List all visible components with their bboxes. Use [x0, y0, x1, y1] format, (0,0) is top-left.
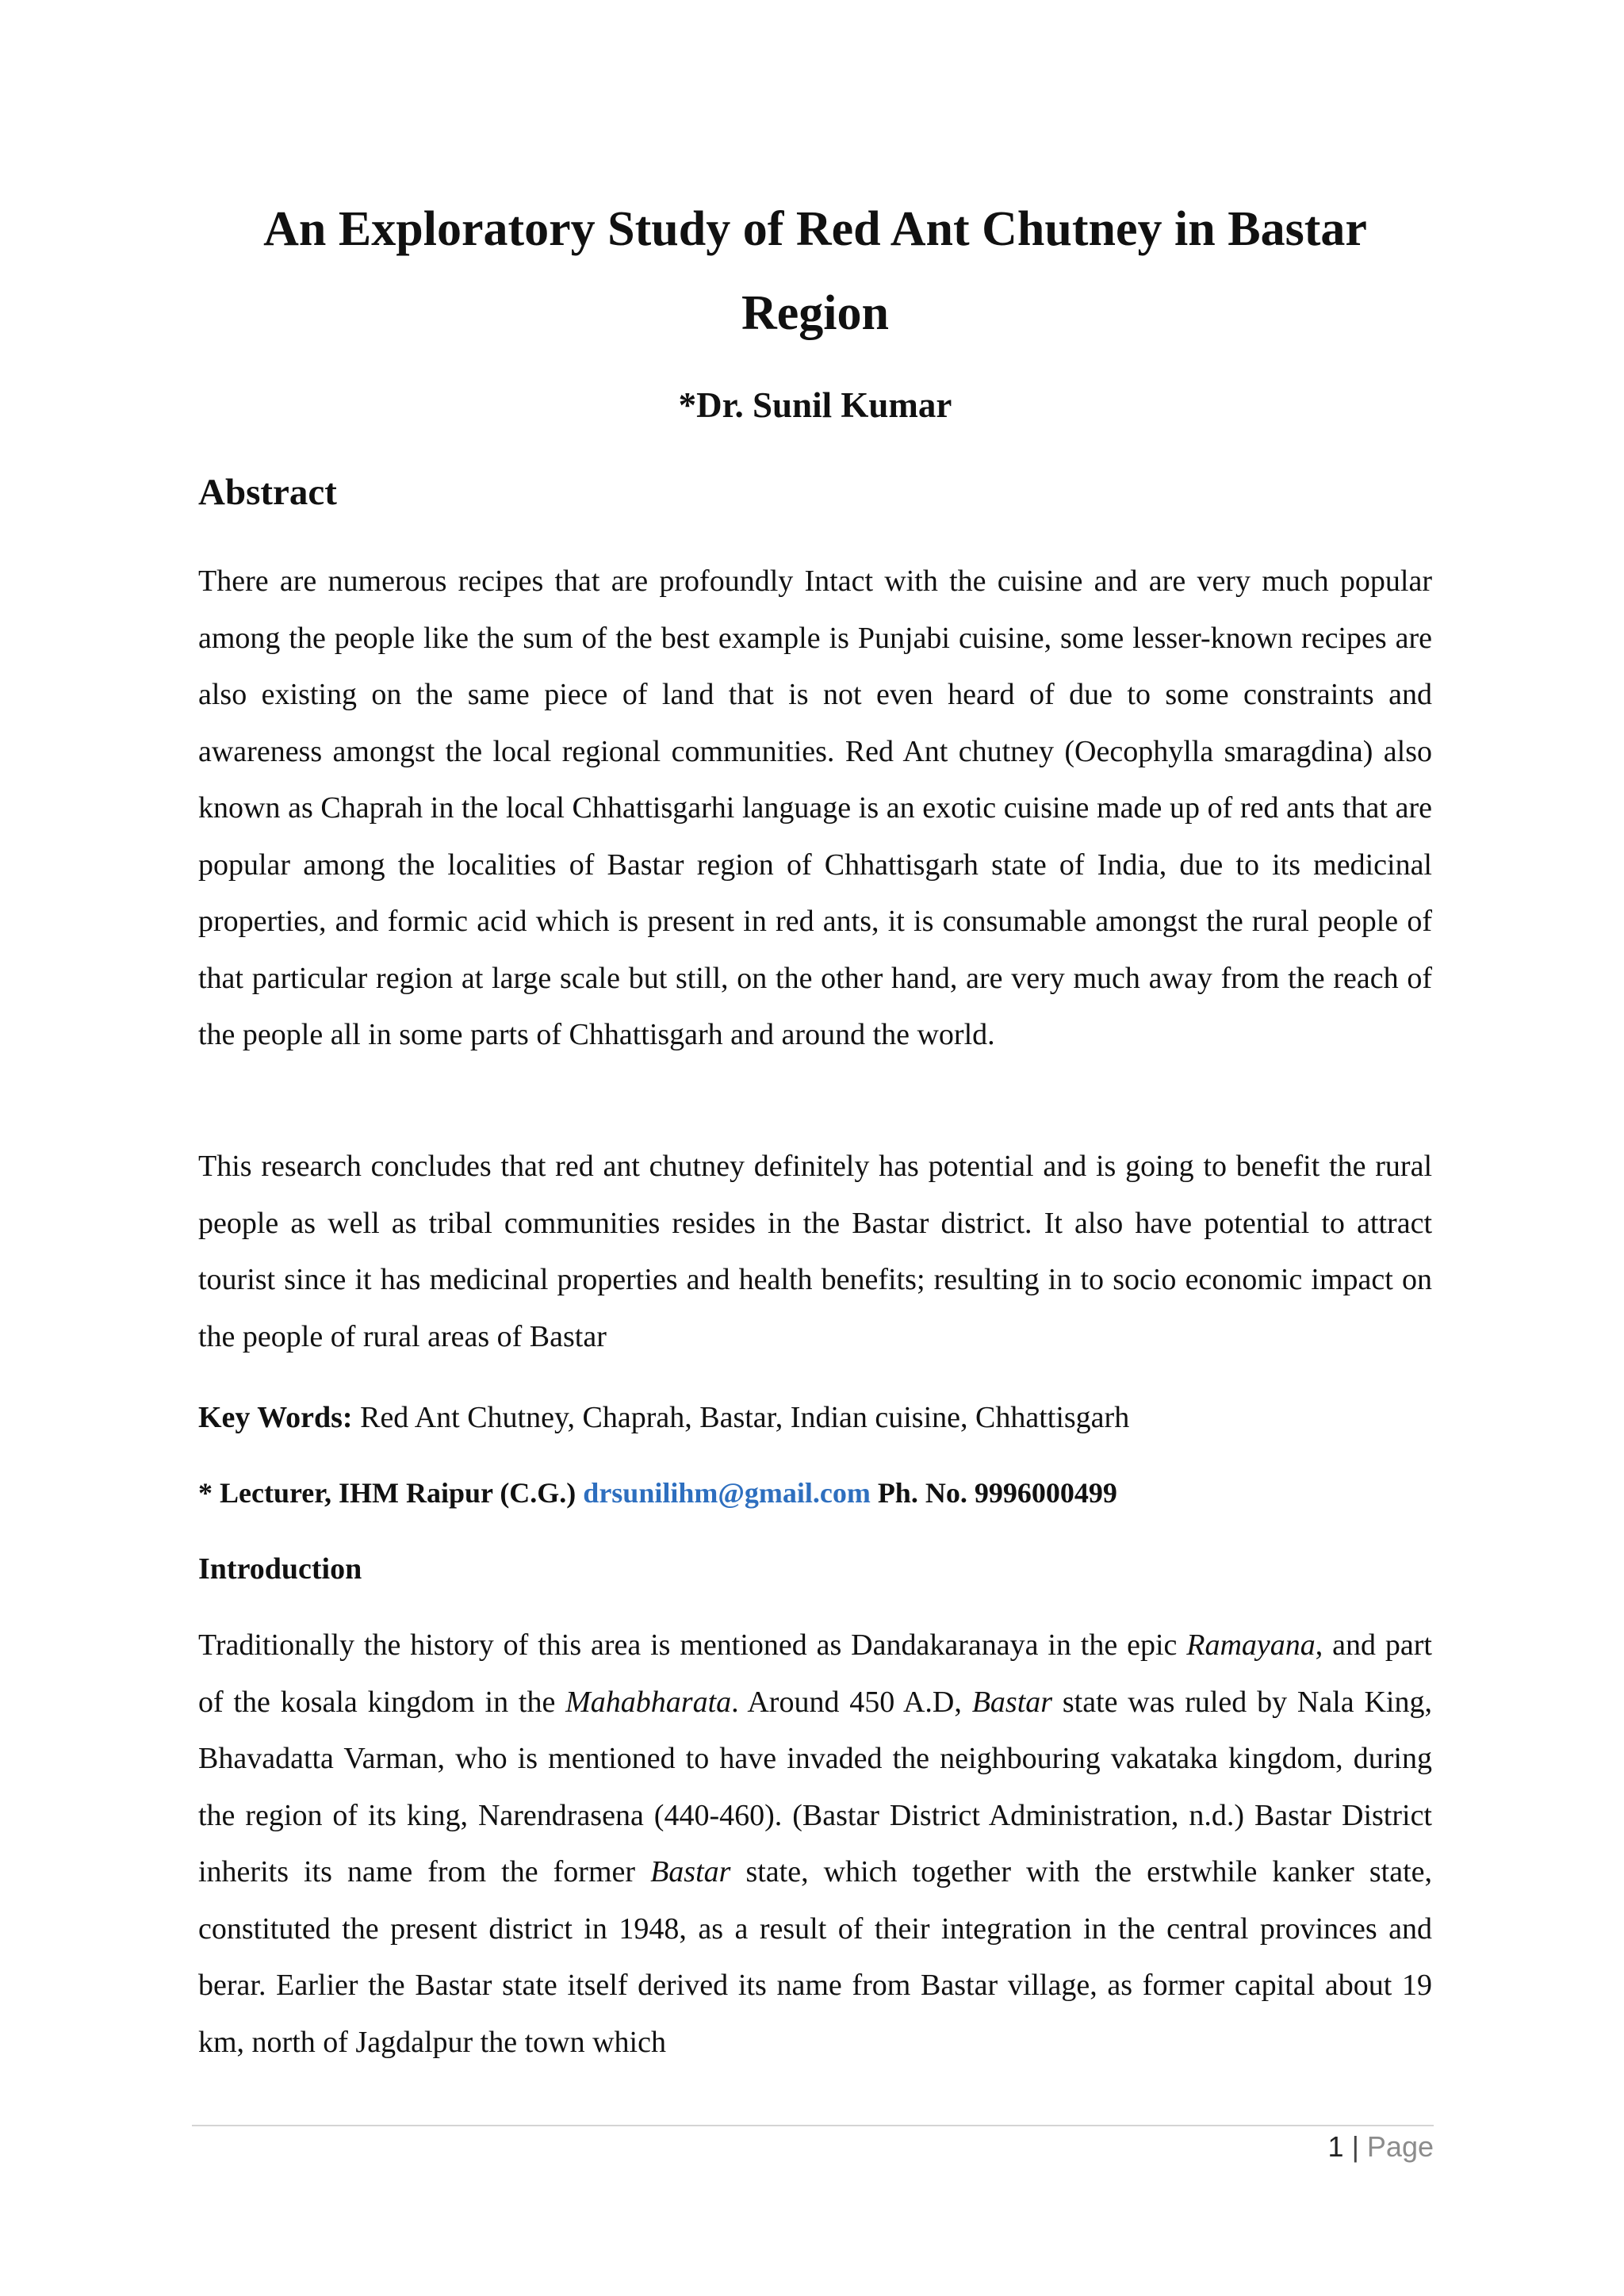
footer-separator: | [1351, 2130, 1359, 2163]
intro-text: state, which together with the erstwhile kanker state, constituted the present district in 1948, as a result of their integration in the central provinces and berar. Earlier the Bastar state itself derived its name from Bastar village, as former capital about 19 km, north of Jagdalpur the town which [198, 1855, 1432, 2059]
intro-italic-bastar: Bastar [650, 1855, 731, 1888]
keywords-list: Red Ant Chutney, Chaprah, Bastar, Indian cuisine, Chhattisgarh [360, 1401, 1130, 1434]
page-label: Page [1366, 2130, 1434, 2163]
intro-text: Traditionally the history of this area is mentioned as Dandakaranaya in the epic [198, 1628, 1187, 1662]
footer-divider [192, 2125, 1434, 2126]
abstract-paragraph-1: There are numerous recipes that are profoundly Intact with the cuisine and are very much popular among the people like the sum of the best example is Punjabi cuisine, some lesser-known recipes are also existing on the same piece of land that is not even heard of due to some constraints and awareness amongst the local regional communities. Red Ant chutney (Oecophylla smaragdina) also known as Chaprah in the local Chhattisgarhi language is an exotic cuisine made up of red ants that are popular among the localities of Bastar region of Chhattisgarh state of India, due to its medicinal properties, and formic acid which is present in red ants, it is consumable amongst the rural people of that particular region at large scale but still, on the other hand, are very much away from the reach of the people all in some parts of Chhattisgarh and around the world. [198, 564, 1432, 1051]
phone-number: Ph. No. 9996000499 [877, 1477, 1117, 1509]
abstract-heading: Abstract [198, 472, 337, 513]
affiliation-text: * Lecturer, IHM Raipur (C.G.) [198, 1477, 576, 1509]
page-footer [1328, 2126, 1434, 2168]
author-name: *Dr. Sunil Kumar [678, 385, 952, 425]
intro-text: state was ruled by Nala King, Bhavadatta Varman, who is mentioned to have invaded the neighbouring vakataka kingdom, during the region of its king, Narendrasena (440-460). (Bastar District Administration, n.d.) Bastar District inherits its name from the former [198, 1685, 1432, 1888]
intro-italic-bastar: Bastar [971, 1685, 1053, 1719]
author-affiliation [198, 1465, 1117, 1521]
intro-text: . Around 450 A.D, [731, 1685, 972, 1719]
introduction-paragraph [198, 1617, 1432, 2071]
email-link[interactable]: drsunilihm@gmail.com [583, 1477, 871, 1509]
keywords-label: Key Words: [198, 1401, 353, 1434]
introduction-heading: Introduction [198, 1552, 362, 1586]
abstract-paragraph-2: This research concludes that red ant chutney definitely has potential and is going to benefit the rural people as well as tribal communities resides in the Bastar district. It also have potential to attract tourist since it has medicinal properties and health benefits; resulting in to socio economic impact on the people of rural areas of Bastar [198, 1150, 1432, 1353]
page-number: 1 [1327, 2130, 1344, 2163]
intro-italic-mahabharata: Mahabharata [565, 1685, 732, 1719]
intro-text: , and part of the kosala kingdom in the [198, 1628, 1432, 1719]
keywords-line [198, 1389, 1129, 1446]
intro-italic-ramayana: Ramayana [1186, 1628, 1316, 1662]
paper-title: An Exploratory Study of Red Ant Chutney in Bastar Region [263, 202, 1367, 340]
